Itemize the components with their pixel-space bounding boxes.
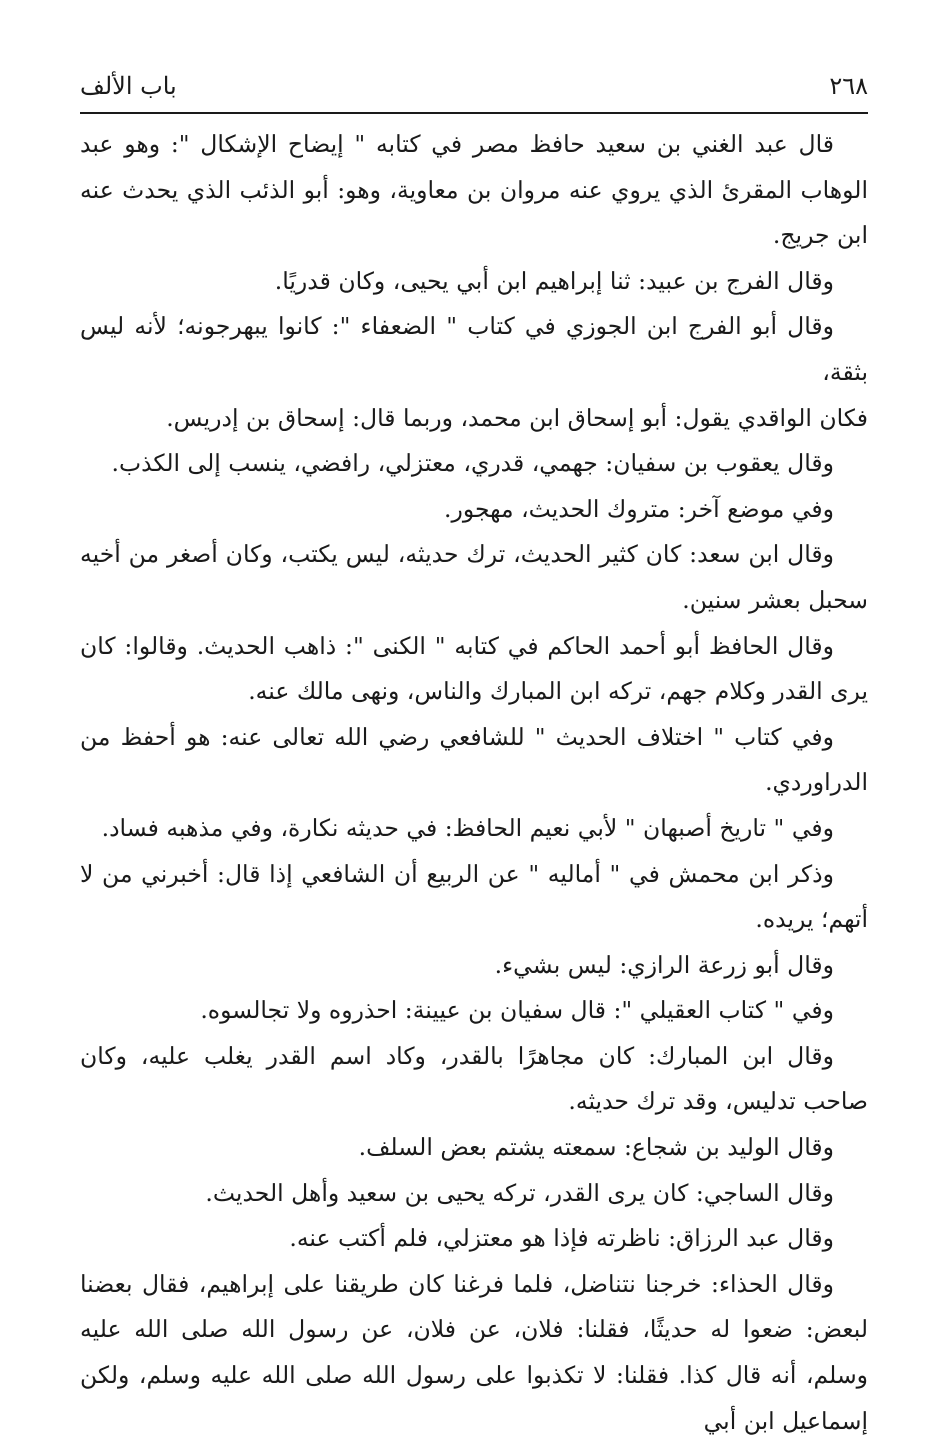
body-text	[80, 122, 868, 1444]
paragraph: قال عبد الغني بن سعيد حافظ مصر في كتابه " إيضاح الإشكال ": وهو عبد الوهاب المقرئ الذي يروي عنه مروان بن معاوية، وهو: أبو الذئب الذي يحدث عنه ابن جريج.	[80, 130, 868, 250]
paragraph: وفي " تاريخ أصبهان " لأبي نعيم الحافظ: في حديثه نكارة، وفي مذهبه فساد.	[101, 813, 834, 842]
paragraph: وقال الحذاء: خرجنا نتناضل، فلما فرغنا كان طريقنا على إبراهيم، فقال بعضنا لبعض: ضعوا له حديثًا، فقلنا: فلان، عن فلان، عن رسول الله صلى الله عليه وسلم، أنه قال كذا. فقلنا: لا تكذبوا على رسول الله صلى الله عليه وسلم، ولكن إسماعيل ابن أبي	[80, 1269, 868, 1435]
header-rule	[80, 112, 868, 114]
paragraph: وقال ابن سعد: كان كثير الحديث، ترك حديثه، ليس يكتب، وكان أصغر من أخيه سحبل بعشر سنين.	[80, 540, 868, 614]
paragraph: وقال الحافظ أبو أحمد الحاكم في كتابه " الكنى ": ذاهب الحديث. وقالوا: كان يرى القدر وكلام جهم، تركه ابن المبارك والناس، ونهى مالك عنه.	[80, 631, 868, 706]
paragraph: وقال يعقوب بن سفيان: جهمي، قدري، معتزلي، رافضي، ينسب إلى الكذب.	[111, 449, 834, 478]
page-number: ٢٦٨	[829, 72, 868, 100]
running-header	[80, 68, 868, 104]
paragraph: فكان الواقدي يقول: أبو إسحاق ابن محمد، وربما قال: إسحاق بن إدريس.	[166, 403, 868, 432]
paragraph: وقال ابن المبارك: كان مجاهرًا بالقدر، وكاد اسم القدر يغلب عليه، وكان صاحب تدليس، وقد ترك حديثه.	[80, 1041, 868, 1116]
chapter-title: باب الألف	[80, 72, 177, 100]
paragraph: وذكر ابن محمش في " أماليه " عن الربيع أن الشافعي إذا قال: أخبرني من لا أتهم؛ يريده.	[80, 859, 868, 934]
paragraph: وقال الساجي: كان يرى القدر، تركه يحيى بن سعيد وأهل الحديث.	[205, 1178, 834, 1207]
paragraph: وقال عبد الرزاق: ناظرته فإذا هو معتزلي، فلم أكتب عنه.	[289, 1224, 834, 1253]
paragraph: وقال الفرج بن عبيد: ثنا إبراهيم ابن أبي يحيى، وكان قدريًا.	[274, 266, 834, 295]
paragraph: وفي " كتاب العقيلي ": قال سفيان بن عيينة: احذروه ولا تجالسوه.	[200, 996, 834, 1025]
paragraph: وفي كتاب " اختلاف الحديث " للشافعي رضي الله تعالى عنه: هو أحفظ من الدراوردي.	[80, 722, 868, 797]
paragraph: وقال أبو الفرج ابن الجوزي في كتاب " الضعفاء ": كانوا يبهرجونه؛ لأنه ليس بثقة،	[80, 312, 868, 386]
paragraph: وفي موضع آخر: متروك الحديث، مهجور.	[444, 494, 834, 523]
paragraph: وقال الوليد بن شجاع: سمعته يشتم بعض السلف.	[358, 1133, 834, 1162]
paragraph: وقال أبو زرعة الرازي: ليس بشيء.	[494, 950, 834, 979]
